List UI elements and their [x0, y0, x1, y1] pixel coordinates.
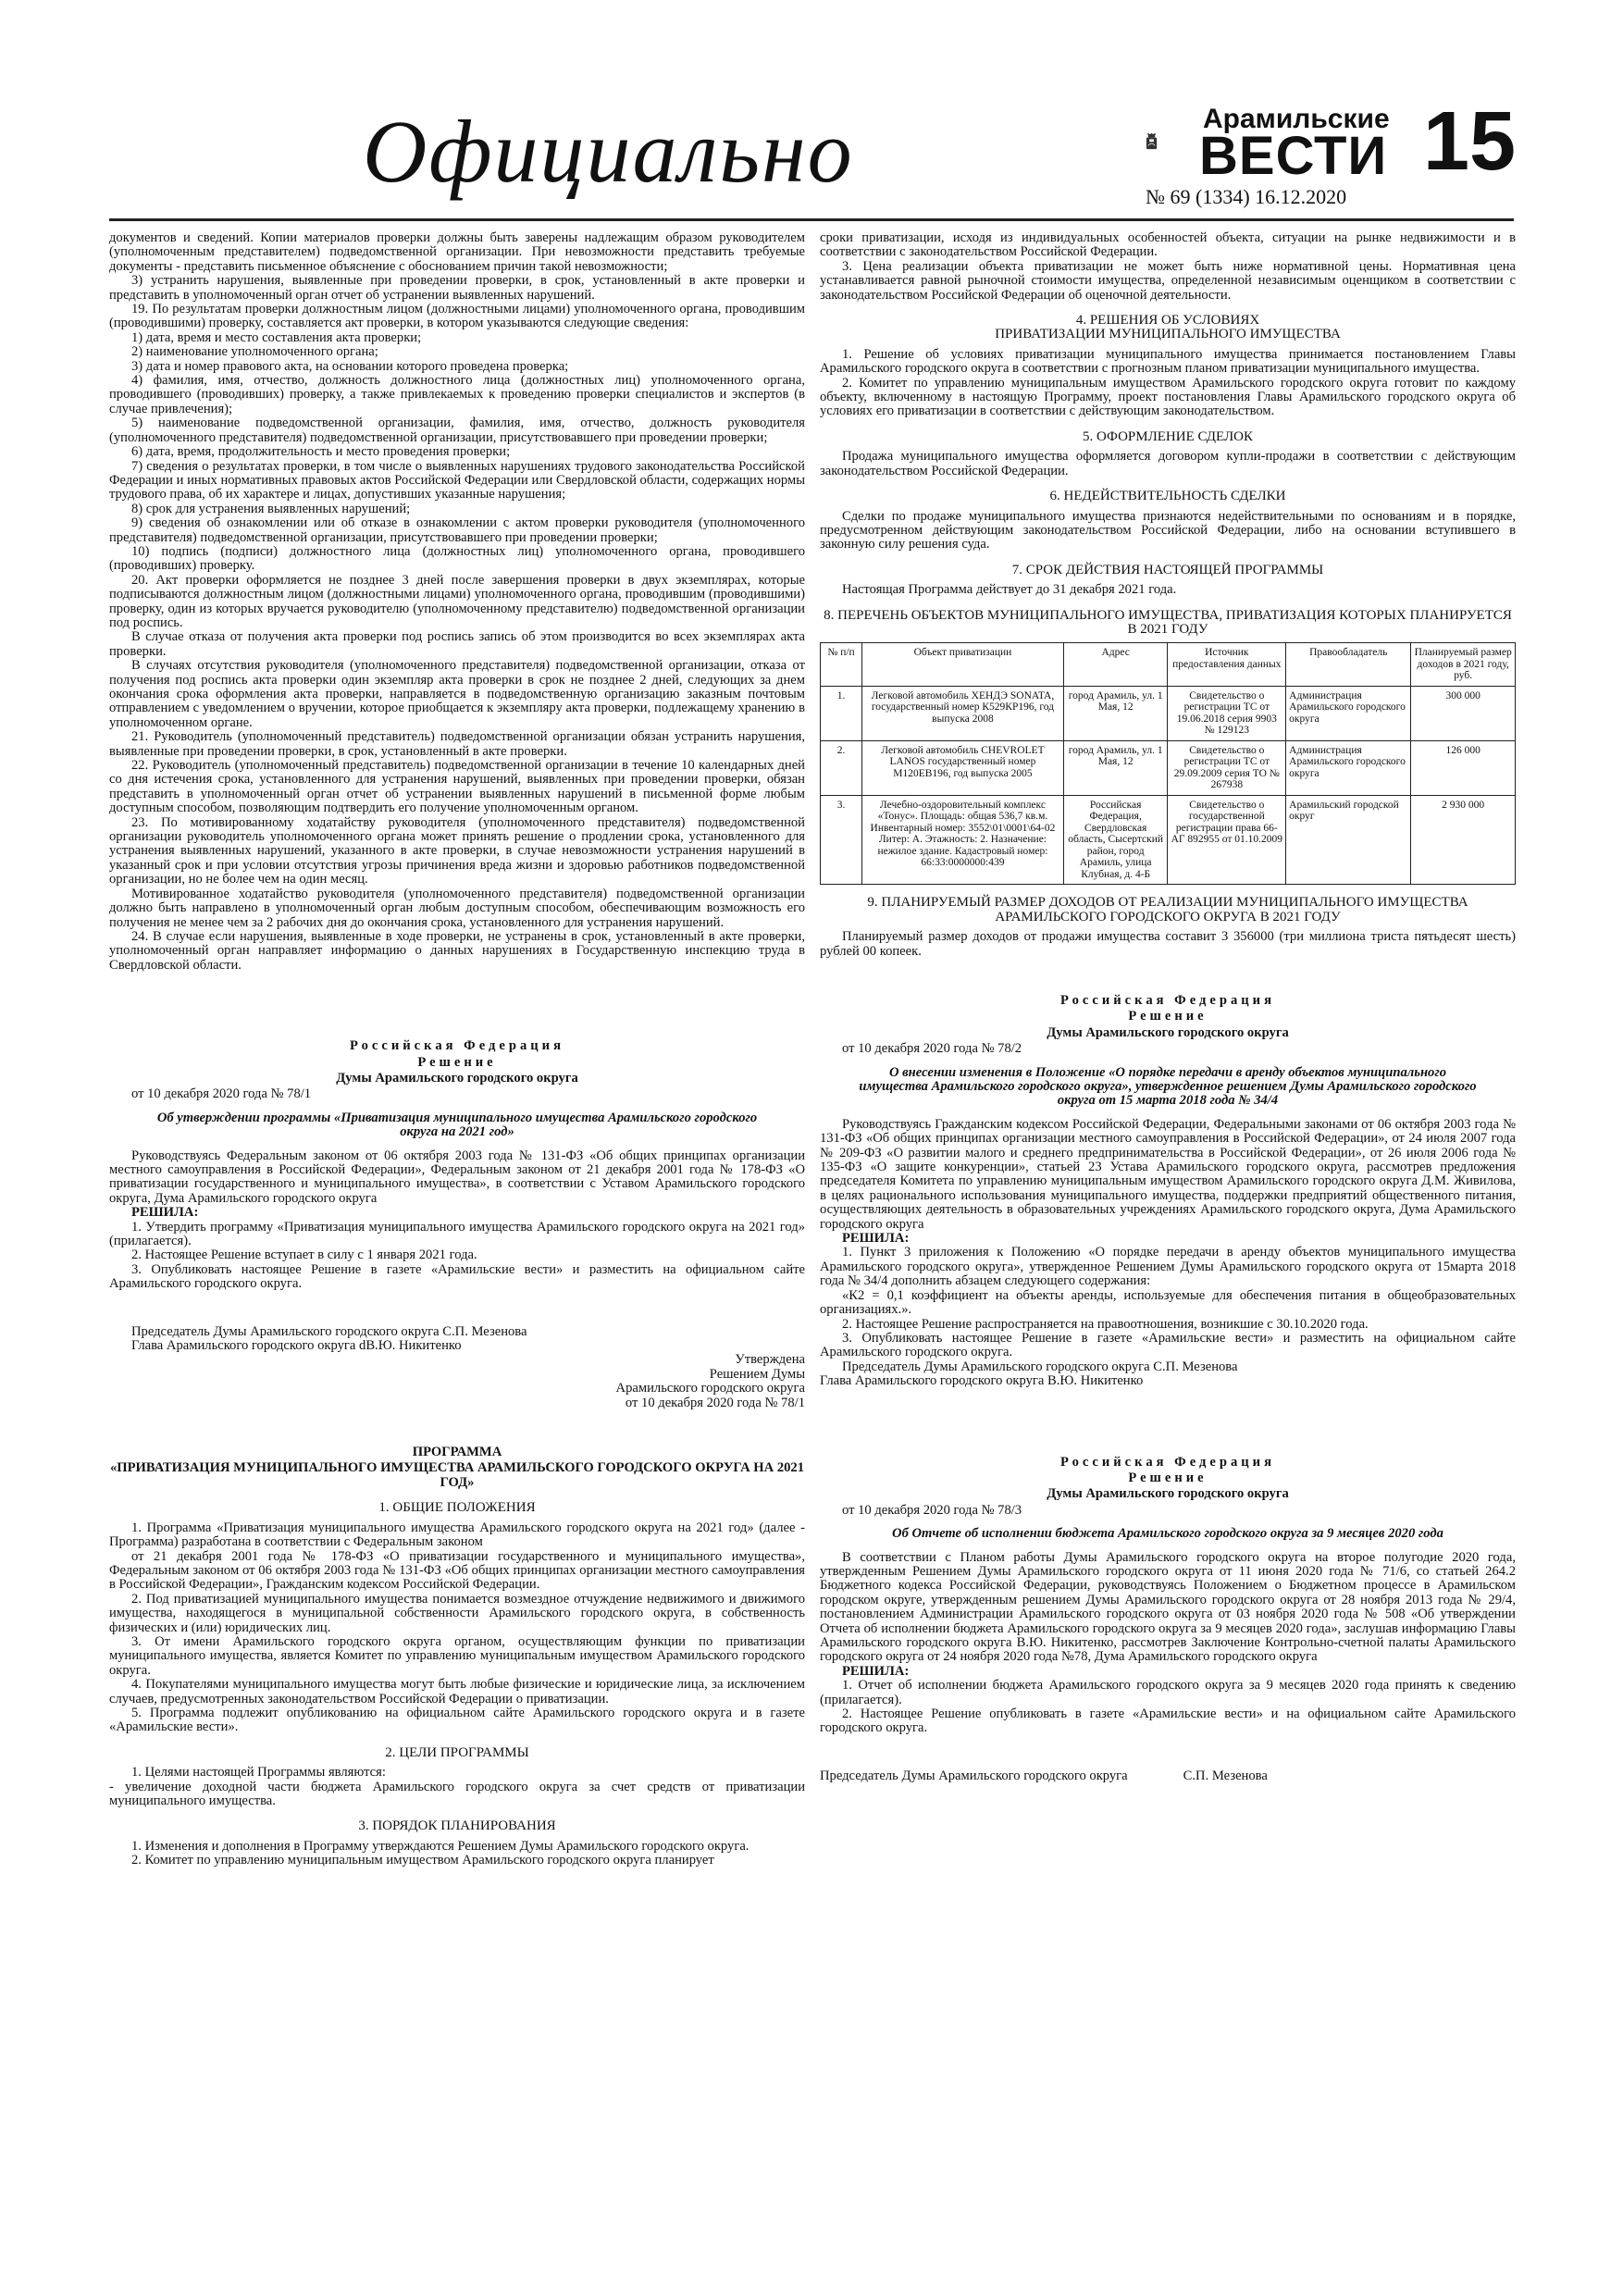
signature-head: Глава Арамильского городского округа В.Ю. Никитенко — [820, 1373, 1144, 1389]
signature-title: Председатель Думы Арамильского городского округа — [820, 1768, 1128, 1783]
decision-authority: Думы Арамильского городского округа — [336, 1070, 578, 1086]
signature-chair — [820, 1769, 1516, 1783]
paragraph: Сделки по продаже муниципального имущества признаются недействительными по основаниям и в порядке, предусмотренном действующим законодательством Российской Федерации, либо на основании вступившего в законную силу решения суда. — [820, 508, 1516, 552]
paragraph: Руководствуясь Федеральным законом от 06 октября 2003 года № 131-ФЗ «Об общих принципах организации местного самоуправления в Российской Федерации», Федеральным законом от 21 декабря 2001 года № 178-ФЗ «О приватизации государственного и муниципального имущества», в соответствии с Уставом Арамильского городского округа, Дума Арамильского городского округа — [109, 1148, 805, 1206]
left-column — [109, 231, 805, 1868]
list-item: 6) дата, время, продолжительность и место проведения проверки; — [131, 444, 511, 460]
paragraph: Настоящая Программа действует до 31 декабря 2021 года. — [842, 582, 1177, 598]
paragraph: 22. Руководитель (уполномоченный представитель) подведомственной организации в течение 10 календарных дней со дня истечения срока, установленного для устранения нарушений, выявленных при проведении проверки, обязан представить в уполномоченный орган отчет об устранении выявленных нарушений в письменной форме любым доступным способом, позволяющим подтвердить его получение уполномоченным органом. — [109, 758, 805, 816]
table-row — [821, 686, 1516, 740]
decision-country: Российская Федерация — [1060, 992, 1275, 1008]
table-cell: Свидетельство о регистрации ТС от 29.09.2009 серия ТО № 267938 — [1168, 740, 1286, 795]
list-item: 5) наименование подведомственной организации, фамилия, имя, отчество, должность руководителя (уполномоченного представителя) подведомственной организации, присутствовавшего при проведении проверки; — [109, 416, 805, 445]
section-heading: 6. НЕДЕЙСТВИТЕЛЬНОСТЬ СДЕЛКИ — [1049, 489, 1286, 504]
paragraph: Продажа муниципального имущества оформляется договором купли-продажи в соответствии с действующим законодательством Российской Федерации. — [820, 449, 1516, 478]
paragraph: 19. По результатам проверки должностным лицом (должностными лицами) уполномоченного органа, проводившим (проводившими) проверку, составляется акт проверки, в котором указываются следующие сведения: — [109, 302, 805, 331]
header-rule — [109, 218, 1514, 221]
list-item: 2. Настоящее Решение распространяется на правоотношения, возникшие с 30.10.2020 года. — [842, 1316, 1369, 1332]
decision-authority: Думы Арамильского городского округа — [1047, 1024, 1289, 1040]
table-cell: город Арамиль, ул. 1 Мая, 12 — [1063, 686, 1168, 740]
right-column — [820, 231, 1516, 1783]
list-item: 1. Утвердить программу «Приватизация муниципального имущества Арамильского городского округа на 2021 год» (прилагается). — [109, 1219, 805, 1248]
approval-line: Арамильского городского округа — [615, 1381, 805, 1396]
approval-line: Утверждена — [735, 1352, 805, 1368]
table-cell: 300 000 — [1411, 686, 1516, 740]
table-cell: Легковой автомобиль ХЕНДЭ SONATA, государственный номер К529КР196, год выпуска 2008 — [862, 686, 1064, 740]
table-cell: 2. — [821, 740, 862, 795]
table-cell: Легковой автомобиль CHEVROLET LANOS государственный номер М120ЕВ196, год выпуска 2005 — [862, 740, 1064, 795]
paragraph: 3. От имени Арамильского городского округа органом, осуществляющим функции по приватизации муниципального имущества, является Комитет по управлению муниципальным имуществом Арамильского городского округа. — [109, 1633, 805, 1678]
decision-title: О внесении изменения в Положение «О порядке передачи в аренду объектов муниципального имущества Арамильского городского округа», утвержденное решением Думы Арамильского городского округа от 15 марта 2018 года № 34/4 — [859, 1064, 1477, 1109]
section-heading-line: ПРИВАТИЗАЦИИ МУНИЦИПАЛЬНОГО ИМУЩЕСТВА — [995, 327, 1341, 342]
table-header: № п/п — [821, 643, 862, 687]
approval-line: от 10 декабря 2020 года № 78/1 — [625, 1395, 805, 1410]
resolved-heading: РЕШИЛА: — [131, 1205, 199, 1221]
signature-chair: Председатель Думы Арамильского городского округа С.П. Мезенова — [842, 1359, 1238, 1374]
table-header: Объект приватизации — [862, 643, 1064, 687]
table-row — [821, 740, 1516, 795]
section-heading: 1. ОБЩИЕ ПОЛОЖЕНИЯ — [378, 1500, 536, 1516]
paragraph: 1. Программа «Приватизация муниципального имущества Арамильского городского округа на 2021 год» (далее - Программа) разработана в соответствии с Федеральным законом — [109, 1520, 805, 1550]
table-cell: 3. — [821, 795, 862, 885]
newspaper-logo — [1146, 104, 1197, 180]
paragraph: 2. Под приватизацией муниципального имущества понимается возмездное отчуждение недвижимого и движимого имущества, находящегося в муниципальной собственности Арамильского городского округа, в собственность физических и (или) юридических лиц. — [109, 1591, 805, 1635]
issue-info: № 69 (1334) 16.12.2020 — [1146, 185, 1347, 208]
brand-top: Арамильские — [1203, 104, 1390, 134]
decision-label: Решение — [1128, 1009, 1208, 1024]
resolved-heading: РЕШИЛА: — [842, 1231, 910, 1247]
paragraph: В случае отказа от получения акта проверки под роспись запись об этом производится во всех экземплярах акта проверки. — [109, 629, 805, 659]
paragraph: 2. Комитет по управлению муниципальным имуществом Арамильского городского округа планирует — [131, 1853, 714, 1868]
paragraph: 24. В случае если нарушения, выявленные в ходе проверки, не устранены в срок, установленный в акте проверки, уполномоченный орган направляет информацию о данных нарушениях в Государственную инспекцию труда в Свердловской области. — [109, 928, 805, 973]
decision-date: от 10 декабря 2020 года № 78/3 — [842, 1502, 1022, 1518]
table-header-row — [821, 643, 1516, 687]
list-item: 3) дата и номер правового акта, на основании которого проведена проверка; — [131, 358, 569, 374]
decision-label: Решение — [1128, 1470, 1208, 1485]
list-item: 9) сведения об ознакомлении или об отказе в ознакомлении с актом проверки руководителя (уполномоченного представителя) подведомственной организации, присутствовавшего при проведении проверки; — [109, 515, 805, 545]
table-cell: 126 000 — [1411, 740, 1516, 795]
paragraph: 23. По мотивированному ходатайству руководителя (уполномоченного представителя) подведомственной организации руководитель уполномоченного органа может принять решение о продлении срока, установленного для устранения выявленных нарушений, указанного в акте проверки, в случае невозможности устранения нарушений в указанный срок и при условии отсутствия угрозы причинения вреда жизни и здоровью работников подведомственной организации, но не более чем на один месяц. — [109, 814, 805, 887]
paragraph: 4. Покупателями муниципального имущества могут быть любые физические и юридические лица, за исключением случаев, предусмотренных законодательством Российской Федерации о приватизации. — [109, 1677, 805, 1706]
section-heading: 9. ПЛАНИРУЕМЫЙ РАЗМЕР ДОХОДОВ ОТ РЕАЛИЗАЦИИ МУНИЦИПАЛЬНОГО ИМУЩЕСТВА АРАМИЛЬСКОГО ГОРОДСКОГО ОКРУГА В 2021 ГОДУ — [867, 895, 1468, 925]
paragraph: Руководствуясь Гражданским кодексом Российской Федерации, Федеральными законами от 06 октября 2003 года № 131-ФЗ «Об общих принципах организации местного самоуправления в Российской Федерации», от 24 июля 2007 года № 209-ФЗ «О развитии малого и среднего предпринимательства в Российской Федерации», от 26 июля 2006 года № 135-ФЗ «О защите конкуренции», статьей 23 Устава Арамильского городского округа, рассмотрев предложения председателя Комитета по управлению муниципальным имуществом Арамильского городского округа Д.М. Живилова, в целях рационального использования муниципального имущества, поддержки предприятий общественного питания, осуществляющих деятельность в образовательных учреждениях Арамильского городского округа, Дума Арамильского городского округа — [820, 1116, 1516, 1232]
list-item: 2. Настоящее Решение опубликовать в газете «Арамильские вести» и на официальном сайте Арамильского городского округа. — [820, 1706, 1516, 1736]
table-cell: Администрация Арамильского городского округа — [1286, 740, 1411, 795]
list-item: 7) сведения о результатах проверки, в том числе о выявленных нарушениях трудового законодательства Российской Федерации и иных нормативных правовых актов Российской Федерации или Свердловской области, содержащих нормы трудового права, об их характере и лицах, допустивших указанные нарушения; — [109, 458, 805, 503]
paragraph: 3. Цена реализации объекта приватизации не может быть ниже нормативной цены. Нормативная цена устанавливается равной рыночной стоимости имущества, определенной независимым оценщиком в соответствии с законодательством Российской Федерации об оценочной деятельности. — [820, 258, 1516, 303]
decision-title: Об Отчете об исполнении бюджета Арамильского городского округа за 9 месяцев 2020 года — [892, 1526, 1443, 1542]
section-heading: 3. ПОРЯДОК ПЛАНИРОВАНИЯ — [358, 1818, 556, 1834]
table-cell: Арамильский городской округ — [1286, 795, 1411, 885]
brand-main: ВЕСТИ — [1199, 126, 1388, 186]
paragraph: В соответствии с Планом работы Думы Арамильского городского округа на второе полугодие 2020 года, утвержденным Решением Думы Арамильского городского округа от 11 июня 2020 года № 71/6, со статьей 264.2 Бюджетного кодекса Российской Федерации, руководствуясь Положением о Бюджетном процессе в Арамильском городском округе, утвержденным решением Думы Арамильского городского округа от 28 ноября 2013 года № 29/4, постановлением Администрации Арамильского городского округа от 03 ноября 2020 года № 508 «Об утверждении Отчета об исполнении бюджета Арамильского городского округа за 9 месяцев 2020 года», заслушав информацию Главы Арамильского городского округа В.Ю. Никитенко, рассмотрев Заключение Контрольно-счетной палаты Арамильского городского округа от 24 ноября 2020 года №78, Дума Арамильского городского округа — [820, 1549, 1516, 1665]
paragraph: Мотивированное ходатайство руководителя (уполномоченного представителя) подведомственной организации должно быть направлено в уполномоченный орган любым доступным способом, обеспечивающим возможность его получения не менее чем за 2 рабочих дня до окончания срока, установленного для устранения нарушений. — [109, 886, 805, 930]
paragraph: 1. Решение об условиях приватизации муниципального имущества принимается постановлением Главы Арамильского городского округа в соответствии с прогнозным планом приватизации муниципального имущества. — [820, 346, 1516, 377]
decision-date: от 10 декабря 2020 года № 78/1 — [131, 1086, 312, 1102]
list-item: 2. Настоящее Решение вступает в силу с 1 января 2021 года. — [131, 1247, 477, 1263]
table-cell: Лечебно-оздоровительный комплекс «Тонус». Площадь: общая 536,7 кв.м. Инвентарный номер: 3552\01\0001\64-02 Литер: А. Этажность: 2. Назначение: нежилое здание. Кадастровый номер: 66:33:0000000:439 — [862, 795, 1064, 885]
decision-title: Об утверждении программы «Приватизация муниципального имущества Арамильского городского округа на 2021 год» — [156, 1110, 758, 1140]
paragraph: 1. Изменения и дополнения в Программу утверждаются Решением Думы Арамильского городского округа. — [131, 1838, 750, 1854]
section-heading: 5. ОФОРМЛЕНИЕ СДЕЛОК — [1083, 428, 1253, 444]
page-number: 15 — [1423, 95, 1517, 188]
paragraph: Планируемый размер доходов от продажи имущества составит 3 356000 (три миллиона триста пятьдесят шесть) рублей 00 копеек. — [820, 929, 1516, 959]
paragraph: - увеличение доходной части бюджета Арамильского городского округа за счет средств от приватизации муниципального имущества. — [109, 1779, 805, 1808]
table-row — [821, 795, 1516, 885]
paragraph: сроки приватизации, исходя из индивидуальных особенностей объекта, ситуации на рынке недвижимости и в соответствии с законодательством Российской Федерации. — [820, 230, 1516, 260]
paragraph: 21. Руководитель (уполномоченный представитель) подведомственной организации обязан устранить нарушения, выявленные при проведении проверки, в срок, установленный в акте проверки. — [109, 729, 805, 759]
list-item: 8) срок для устранения выявленных нарушений; — [131, 501, 411, 516]
section-heading — [820, 314, 1516, 342]
table-cell: 1. — [821, 686, 862, 740]
paragraph: 1. Целями настоящей Программы являются: — [131, 1765, 386, 1781]
paragraph: 5. Программа подлежит опубликованию на официальном сайте Арамильского городского округа и в газете «Арамильские вести». — [109, 1705, 805, 1735]
table-header: Адрес — [1063, 643, 1168, 687]
list-item: 10) подпись (подписи) должностного лица (должностных лиц) уполномоченного органа, проводившего (проводивших) проверку. — [109, 543, 805, 574]
table-header: Источник предоставления данных — [1168, 643, 1286, 687]
list-item: 1) дата, время и место составления акта проверки; — [131, 329, 422, 345]
table-cell: город Арамиль, ул. 1 Мая, 12 — [1063, 740, 1168, 795]
approval-line: Решением Думы — [709, 1366, 805, 1382]
table-cell: 2 930 000 — [1411, 795, 1516, 885]
signature-chair: Председатель Думы Арамильского городского округа С.П. Мезенова — [131, 1323, 527, 1339]
paragraph: 20. Акт проверки оформляется не позднее 3 дней после завершения проверки в двух экземплярах, которые подписываются должностным лицом (должностными лицами) уполномоченного органа, проводившим (проводившими) проверку, один из которых вручается руководителю (уполномоченному представителю) подведомственной организации под роспись. — [109, 572, 805, 630]
paragraph: 2. Комитет по управлению муниципальным имуществом Арамильского городского округа готовит по каждому объекту, включенному в настоящую Программу, проект постановления Главы Арамильского городского округа об условиях его приватизации в соответствии с действующим законодательством. — [820, 375, 1516, 419]
decision-label: Решение — [417, 1054, 497, 1070]
decision-authority: Думы Арамильского городского округа — [1047, 1486, 1289, 1502]
program-title: «ПРИВАТИЗАЦИЯ МУНИЦИПАЛЬНОГО ИМУЩЕСТВА АРАМИЛЬСКОГО ГОРОДСКОГО ОКРУГА НА 2021 ГОД» — [109, 1460, 805, 1490]
section-heading: 7. СРОК ДЕЙСТВИЯ НАСТОЯЩЕЙ ПРОГРАММЫ — [1011, 562, 1324, 577]
paragraph: от 21 декабря 2001 года № 178-ФЗ «О приватизации государственного и муниципального имущества», Федеральным законом от 06 октября 2003 года № 131-ФЗ «Об общих принципах организации местного самоуправления в Российской Федерации», Гражданским кодексом Российской Федерации. — [109, 1548, 805, 1593]
paragraph: документов и сведений. Копии материалов проверки должны быть заверены надлежащим образом руководителем (уполномоченным представителем) подведомственной организации. При невозможности представить требуемые документы - представить письменное объяснение с обоснованием причин такой невозможности; — [109, 230, 805, 274]
list-item: 4) фамилия, имя, отчество, должность должностного лица (должностных лиц) уполномоченного органа, проводившего (проводивших) проверку, а также привлекаемых к проведению проверки специалистов и экспертов (в случае привлечения); — [109, 373, 805, 416]
program-heading: ПРОГРАММА — [412, 1445, 502, 1460]
decision-country: Российская Федерация — [1060, 1454, 1275, 1470]
table-cell: Администрация Арамильского городского округа — [1286, 686, 1411, 740]
section-heading: 8. ПЕРЕЧЕНЬ ОБЪЕКТОВ МУНИЦИПАЛЬНОГО ИМУЩЕСТВА, ПРИВАТИЗАЦИЯ КОТОРЫХ ПЛАНИРУЕТСЯ В 2021 ГОДУ — [824, 607, 1512, 637]
signature-head: Глава Арамильского городского округа dВ.Ю. Никитенко — [131, 1338, 462, 1354]
decision-date: от 10 декабря 2020 года № 78/2 — [842, 1041, 1022, 1057]
list-item: 2) наименование уполномоченного органа; — [131, 344, 378, 360]
paragraph: В случаях отсутствия руководителя (уполномоченного представителя) подведомственной организации, отказа от получения под роспись акта проверки один экземпляр акта проверки в срок не позднее 2 дней, следующих за днем окончания срока оформления акта проверки, направляется в подведомственную организацию заказным почтовым отправлением с уведомлением о вручении, которое приобщается к экземпляру акта проверки, подлежащему хранению в уполномоченном органе. — [109, 658, 805, 730]
table-cell: Свидетельство о государственной регистрации права 66-АГ 892955 от 01.10.2009 — [1168, 795, 1286, 885]
table-header: Планируемый размер доходов в 2021 году, руб. — [1411, 643, 1516, 687]
list-item: 3. Опубликовать настоящее Решение в газете «Арамильские вести» и разместить на официальном сайте Арамильского городского округа. — [820, 1330, 1516, 1360]
resolved-heading: РЕШИЛА: — [842, 1663, 910, 1679]
table-cell: Российская Федерация, Свердловская область, Сысертский район, город Арамиль, улица Клубная, д. 4-Б — [1063, 795, 1168, 885]
table-header: Правообладатель — [1286, 643, 1411, 687]
section-heading-line: 4. РЕШЕНИЯ ОБ УСЛОВИЯХ — [1075, 313, 1260, 329]
section-title: Официально — [363, 102, 854, 201]
decision-country: Российская Федерация — [350, 1038, 564, 1054]
signature-name: С.П. Мезенова — [1183, 1768, 1268, 1783]
list-item: 1. Пункт 3 приложения к Положению «О порядке передачи в аренду объектов муниципального имущества Арамильского городского округа», утвержденное Решением Думы Арамильского городского округа от 15марта 2018 года № 34/4 дополнить абзацем следующего содержания: — [820, 1245, 1516, 1289]
list-item: «К2 = 0,1 коэффициент на объекты аренды, используемые для обеспечения питания в общеобразовательных организациях.». — [820, 1287, 1516, 1318]
list-item: 3. Опубликовать настоящее Решение в газете «Арамильские вести» и разместить на официальном сайте Арамильского городского округа. — [109, 1261, 805, 1292]
table-cell: Свидетельство о регистрации ТС от 19.06.2018 серия 9903 № 129123 — [1168, 686, 1286, 740]
property-table — [820, 642, 1516, 885]
list-item: 1. Отчет об исполнении бюджета Арамильского городского округа за 9 месяцев 2020 года принять к сведению (прилагается). — [820, 1678, 1516, 1707]
section-heading: 2. ЦЕЛИ ПРОГРАММЫ — [385, 1744, 529, 1760]
paragraph: 3) устранить нарушения, выявленные при проведении проверки, в срок, установленный в акте проверки и представить в уполномоченный орган отчет об устранении выявленных нарушений. — [109, 273, 805, 303]
